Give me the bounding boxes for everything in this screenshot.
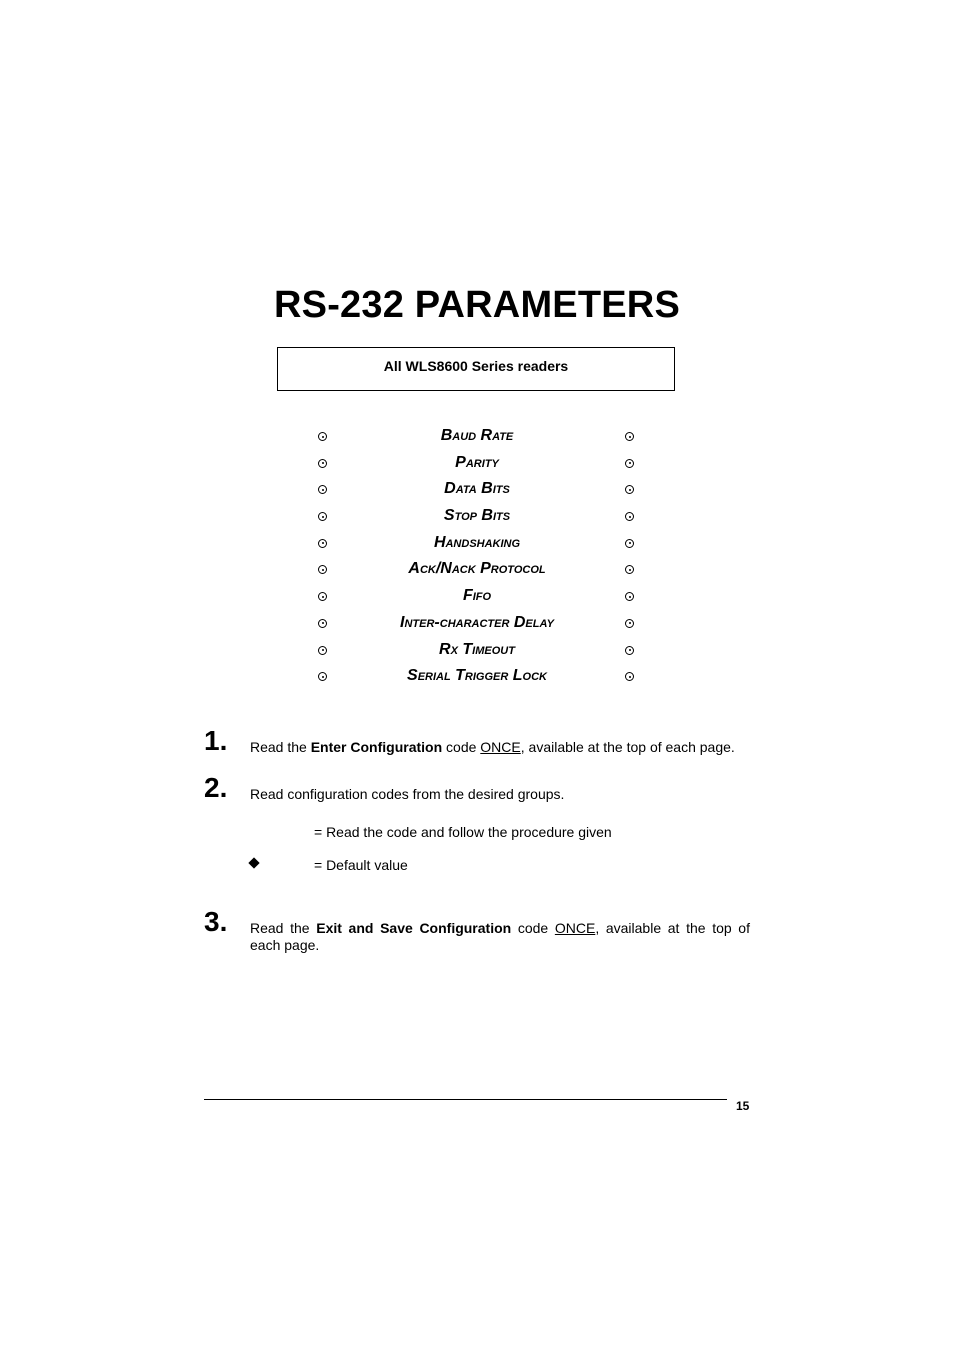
bullet-icon [318, 672, 327, 681]
menu-item[interactable] [0, 612, 954, 639]
bullet-icon [625, 646, 634, 655]
menu-item[interactable] [0, 505, 954, 532]
menu-item[interactable] [0, 585, 954, 612]
step-number: 2. [204, 772, 228, 803]
menu-item[interactable] [0, 478, 954, 505]
bullet-icon [625, 512, 634, 521]
step-text-part: , available at the top of each page. [520, 739, 735, 755]
menu-item-label[interactable]: Handshaking [433, 533, 521, 551]
menu-item[interactable] [0, 639, 954, 666]
bullet-icon [318, 565, 327, 574]
bullet-icon [625, 539, 634, 548]
step-number: 1. [204, 725, 228, 756]
bullet-icon [625, 485, 634, 494]
menu-item-label[interactable]: Inter-character Delay [400, 613, 554, 631]
bullet-icon [625, 619, 634, 628]
step-emphasis: Enter Configuration [310, 739, 443, 755]
bullet-icon [625, 672, 634, 681]
applies-to-text: All WLS8600 Series readers [383, 358, 569, 374]
step-emphasis: Exit and Save Configuration [316, 920, 512, 936]
menu-item-label[interactable]: Data Bits [444, 480, 510, 498]
bullet-icon [318, 619, 327, 628]
menu-item-label[interactable]: Stop Bits [443, 507, 511, 525]
legend-procedure-text: = Read the code and follow the procedure given [314, 824, 612, 840]
bullet-icon [318, 485, 327, 494]
step-3-text [250, 920, 750, 954]
page-title: RS-232 PARAMETERS [274, 284, 680, 326]
parameter-menu [0, 425, 954, 692]
menu-item[interactable] [0, 558, 954, 585]
bullet-icon [318, 539, 327, 548]
bullet-icon [625, 565, 634, 574]
step-text-part: code [442, 739, 481, 755]
step-underline: ONCE [554, 920, 596, 936]
step-number: 3. [204, 906, 228, 937]
bullet-icon [318, 646, 327, 655]
step-text-part: Read the [250, 920, 317, 936]
menu-item[interactable] [0, 425, 954, 452]
menu-item-label[interactable]: Rx Timeout [439, 640, 515, 658]
bullet-icon [625, 592, 634, 601]
menu-item[interactable] [0, 665, 954, 692]
step-underline: ONCE [480, 739, 521, 755]
bullet-icon [318, 432, 327, 441]
step-1-text [250, 739, 750, 756]
bullet-icon [625, 432, 634, 441]
step-text-part: Read the [250, 739, 311, 755]
bullet-icon [625, 459, 634, 468]
menu-item[interactable] [0, 532, 954, 559]
footer-divider [204, 1099, 727, 1100]
applies-to-box [277, 347, 675, 391]
step-2-text: Read configuration codes from the desired groups. [250, 786, 565, 802]
diamond-icon [248, 857, 259, 868]
menu-item-label[interactable]: Ack/Nack Protocol [408, 560, 546, 578]
bullet-icon [318, 459, 327, 468]
bullet-icon [318, 592, 327, 601]
menu-item-label[interactable]: Fifo [462, 587, 492, 605]
menu-item[interactable] [0, 452, 954, 479]
menu-item-label[interactable]: Parity [455, 453, 499, 471]
page-number: 15 [736, 1099, 750, 1113]
menu-item-label[interactable]: Serial Trigger Lock [407, 667, 547, 685]
bullet-icon [318, 512, 327, 521]
step-text-part: , available at the top of each page. [250, 920, 750, 953]
step-text-part: code [511, 920, 555, 936]
menu-item-label[interactable]: Baud Rate [440, 427, 514, 444]
legend-default-text: = Default value [314, 857, 408, 873]
